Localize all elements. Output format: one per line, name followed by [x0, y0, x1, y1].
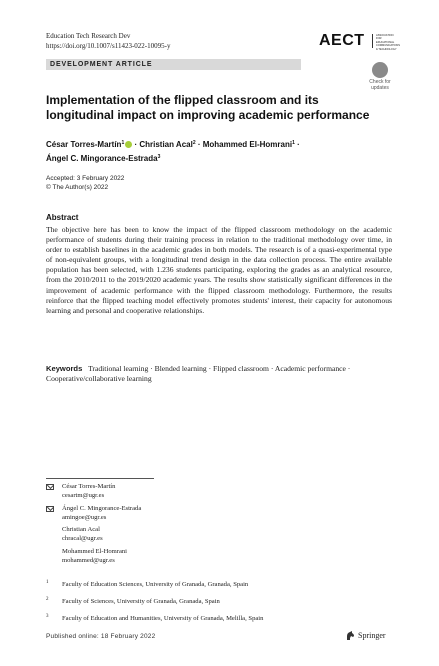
journal-header — [46, 31, 170, 51]
article-dates — [46, 174, 124, 192]
affiliation-list — [46, 580, 346, 631]
affiliation-item — [46, 614, 346, 623]
springer-horse-icon — [346, 631, 355, 641]
author-name[interactable]: Christian Acal — [139, 140, 193, 149]
contact-item — [46, 525, 346, 544]
article-title: Implementation of the flipped classroom and its longitudinal impact on improving academic performance — [46, 93, 370, 122]
doi-link[interactable]: https://doi.org/10.1007/s11423-022-10095-y — [46, 42, 171, 50]
contact-name: Mohammed El-Homrani — [62, 547, 128, 555]
aect-logo — [319, 30, 401, 52]
author-affiliation-ref: 2 — [192, 140, 196, 146]
affiliation-text: Faculty of Sciences, University of Granada, Granada, Spain — [62, 598, 220, 605]
affiliation-text: Faculty of Education and Humanities, University of Granada, Melilla, Spain — [62, 615, 264, 622]
contact-name: Christian Acal — [62, 526, 100, 534]
contact-name: Ángel C. Mingorance-Estrada — [62, 504, 142, 512]
author-separator: · — [132, 140, 140, 149]
contact-item — [46, 547, 346, 566]
affiliation-number: 2 — [46, 597, 49, 602]
affiliation-item — [46, 580, 346, 589]
author-affiliation-ref: 1 — [121, 140, 125, 146]
logo-mark: AECT — [319, 32, 365, 49]
update-label: Check for updates — [369, 79, 391, 91]
contact-email[interactable]: amingoe@ugr.es — [62, 513, 107, 521]
journal-name: Education Tech Research Dev — [46, 32, 131, 40]
affiliation-text: Faculty of Education Sciences, University of Granada, Granada, Spain — [62, 581, 249, 588]
check-for-updates-badge[interactable] — [365, 62, 395, 94]
abstract-heading: Abstract — [46, 213, 79, 222]
keywords — [46, 364, 392, 384]
author-name[interactable]: César Torres-Martín — [46, 140, 122, 149]
contact-name: César Torres-Martín — [62, 483, 116, 490]
affiliation-number: 3 — [46, 614, 49, 619]
publisher-name: Springer — [358, 631, 386, 640]
logo-divider — [372, 34, 373, 48]
author-affiliation-ref: 3 — [157, 154, 161, 160]
abstract-text: The objective here has been to know the impact of the flipped classroom methodology on the academic performance of students during their training process in relation to the traditional methodology over time, in order to establish baselines in the academic grades in both models. The research is of a quasi-experimental type of non-equivalent groups, with a longitudinal trend design in the data collection process. The entire available population has been selected, with 1.236 students participating, exploring the grades as an analytical resource, from the 2010/2011 to the 2019/2020 academic years. The results show statistically significant differences in the improvement of academic performance with the flipped classroom methodology. Furthermore, the results reinforce that the flipped teaching model effectively promotes students' interest, their capacity for autonomous learning and personal and cooperative relationships. — [46, 225, 392, 315]
author-name[interactable]: Mohammed El-Homrani — [202, 140, 293, 149]
copyright-notice: © The Author(s) 2022 — [46, 184, 109, 191]
keywords-heading: Keywords — [46, 364, 83, 373]
contact-list — [46, 482, 346, 568]
keywords-list: Traditional learning · Blended learning · Flipped classroom · Academic performance · Cooperative/collaborative learning — [46, 364, 351, 384]
logo-tagline: ASSOCIATION FOR EDUCATIONAL COMMUNICATIONS & TECHNOLOGY — [376, 34, 401, 51]
article-type-banner — [46, 59, 301, 70]
accepted-date: Accepted: 3 February 2022 — [46, 175, 125, 182]
author-list — [46, 137, 386, 165]
update-icon — [372, 62, 388, 78]
author-separator: · — [294, 140, 300, 149]
contact-email[interactable]: cesartm@ugr.es — [62, 492, 105, 500]
author-name[interactable]: Ángel C. Mingorance-Estrada — [46, 154, 158, 163]
envelope-icon — [46, 506, 54, 512]
affiliation-number: 1 — [46, 580, 49, 585]
contact-item — [46, 504, 346, 523]
footnote-divider — [46, 478, 154, 479]
article-type-label: DEVELOPMENT ARTICLE — [50, 61, 153, 68]
author-affiliation-ref: 1 — [292, 140, 295, 146]
author-separator: · — [195, 140, 203, 149]
contact-item — [46, 482, 346, 501]
contact-email[interactable]: mohammed@ugr.es — [62, 557, 115, 565]
envelope-icon — [46, 484, 54, 490]
affiliation-item — [46, 597, 346, 606]
contact-email[interactable]: chracal@ugr.es — [62, 535, 103, 543]
published-online-date: Published online: 18 February 2022 — [46, 633, 156, 640]
